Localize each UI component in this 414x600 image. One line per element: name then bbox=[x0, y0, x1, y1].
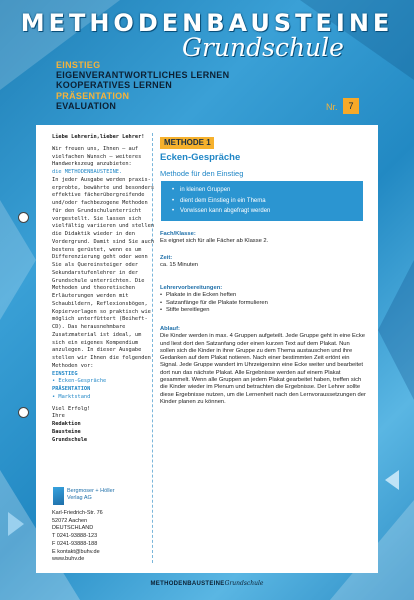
lehrer-item: • Satzanfänge für die Plakate formulieren bbox=[166, 300, 268, 307]
fach-text: Es eignet sich für alle Fächer ab Klasse 2. bbox=[160, 238, 269, 245]
section-lehrervorbereitungen bbox=[160, 285, 268, 314]
method-summary-box bbox=[161, 181, 363, 221]
intro-highlight: die METHODENBAUSTEINE. bbox=[52, 169, 123, 175]
menu-item-praesentation[interactable]: PRÄSENTATION bbox=[56, 90, 130, 101]
address-country: DEUTSCHLAND bbox=[52, 525, 94, 532]
address-street: Karl-Friedrich-Str. 76 bbox=[52, 510, 103, 516]
lehrer-item: • Stifte bereitlegen bbox=[166, 307, 268, 314]
lehrer-label: Lehrervorbereitungen: bbox=[160, 285, 223, 291]
menu-item-eigenverantwortliches-lernen[interactable]: EIGENVERANTWORTLICHES LERNEN bbox=[56, 70, 230, 81]
lehrer-item: • Plakate in die Ecken heften bbox=[166, 292, 268, 299]
punch-hole-icon bbox=[18, 407, 29, 418]
magazine-subtitle: Grundschule bbox=[182, 33, 344, 62]
address-email[interactable]: E kontakt@buhv.de bbox=[52, 548, 100, 555]
summary-item: • dient dem Einstieg in ein Thema bbox=[180, 196, 363, 207]
section-ablauf bbox=[160, 326, 366, 406]
category-einstieg: EINSTIEG bbox=[52, 370, 78, 377]
publisher-name: Bergmoser + Höller bbox=[67, 488, 115, 494]
summary-item: • Vorwissen kann abgefragt werden bbox=[180, 206, 363, 217]
address-website[interactable]: www.buhv.de bbox=[52, 556, 85, 563]
magazine-title: METHODENBAUSTEINE bbox=[20, 9, 394, 37]
menu-item-einstieg[interactable]: EINSTIEG bbox=[56, 60, 101, 70]
editorial-body: In jeder Ausgabe werden praxis-erprobte, bewährte und besonders effektive fächerübergreifende und/oder fachbezogene Methoden für den Grundschulunterricht vorgestellt. Sie lassen sich vielfältig variieren und stellen die Didaktik wieder in den Vordergrund. Damit sind Sie auch bestens gerüstet, wenn es um Differenzierung geht oder wenn Sie als Quereinsteiger oder Sekundarstufenlehrer in der Grundschule unterrichten. Die Methoden und theoretischen Erläuterungen werden mit Schaubildern, Reflexionsbögen, Kopiervorlagen so praktisch wie möglich unterfüttert (Beiheft-CD). Das herausnehmbare Zusatzmaterial ist ideal, um sich ein eigenes Kompendium anzulegen. In dieser Ausgabe stellen wir Ihnen die folgenden Methoden vor: bbox=[52, 176, 155, 369]
intro-text: Wir freuen uns, Ihnen – auf vielfachen Wunsch – weiteres Handwerkszeug anzubieten: bbox=[52, 145, 142, 168]
publisher-address bbox=[52, 510, 103, 564]
closing-ihre: Ihre bbox=[52, 413, 65, 420]
summary-item: • in kleinen Gruppen bbox=[180, 185, 363, 196]
method-badge: METHODE 1 bbox=[160, 137, 214, 149]
zeit-text: ca. 15 Minuten bbox=[160, 262, 199, 269]
category-praesentation: PRÄSENTATION bbox=[52, 386, 91, 392]
zeit-label: Zeit: bbox=[160, 255, 173, 261]
closing-wish: Viel Erfolg! bbox=[52, 405, 91, 412]
punch-hole-icon bbox=[18, 212, 29, 223]
issue-number-label: Nr. bbox=[326, 102, 338, 112]
closing-bausteine: Bausteine bbox=[52, 428, 81, 435]
fach-label: Fach/Klasse: bbox=[160, 231, 196, 237]
greeting: Liebe Lehrerin,lieber Lehrer! bbox=[52, 134, 145, 140]
page-footer bbox=[0, 580, 414, 587]
footer-brand: METHODENBAUSTEINE bbox=[150, 581, 225, 587]
section-menu bbox=[56, 60, 229, 111]
menu-item-evaluation[interactable]: EVALUATION bbox=[56, 100, 117, 111]
publisher-logo bbox=[52, 485, 130, 507]
closing-redaktion: Redaktion bbox=[52, 421, 81, 427]
ablauf-text: Die Kinder werden in max. 4 Gruppen aufgeteilt. Jede Gruppe geht in eine Ecke und liest dort den Satzanfang oder einen kurzen Text auf dem Plakat. Nun sollen sich die Kinder in ihrer Gruppe zu dem Thema austauschen und ihre Gedanken auf dem Plakat notieren. Nach einer bestimmten Zeit ertönt ein Signal. Jede Gruppe wandert im Uhrzeigersinn eine Ecke weiter und bearbeitet dort nun das nächste Plakat. Alle Ergebnisse werden auf einem Plakat gesammelt. Wenn alle Gruppen an jedem Plakat gearbeitet haben, treffen sich die Kinder wieder im Plenum und betrachten die Ergebnisse. Der Lehrer sollte diese Ergebnisse nutzen, um die Lernenheit nach den Lernvoraussetzungen der Kinder planen zu können. bbox=[160, 333, 366, 405]
publisher-logo-icon bbox=[53, 487, 64, 505]
issue-number-badge: 7 bbox=[343, 98, 359, 114]
menu-item-kooperatives-lernen[interactable]: KOOPERATIVES LERNEN bbox=[56, 80, 173, 91]
publisher-name-2: Verlag AG bbox=[67, 495, 92, 501]
section-zeit bbox=[160, 255, 198, 270]
section-fach-klasse bbox=[160, 231, 268, 246]
address-fax: F 0241-93888-188 bbox=[52, 540, 98, 547]
method-subtitle: Methode für den Einstieg bbox=[160, 169, 244, 178]
closing-grundschule: Grundschule bbox=[52, 436, 88, 443]
editorial-column bbox=[52, 134, 156, 444]
footer-brand-sub: Grundschule bbox=[224, 580, 264, 587]
address-city: 52072 Aachen bbox=[52, 517, 88, 524]
category-praesentation-item: • Marktstand bbox=[52, 393, 91, 400]
method-title: Ecken-Gespräche bbox=[160, 152, 241, 163]
category-einstieg-item: • Ecken-Gespräche bbox=[52, 378, 107, 385]
address-phone: T 0241-93888-123 bbox=[52, 533, 98, 540]
ablauf-label: Ablauf: bbox=[160, 326, 180, 332]
